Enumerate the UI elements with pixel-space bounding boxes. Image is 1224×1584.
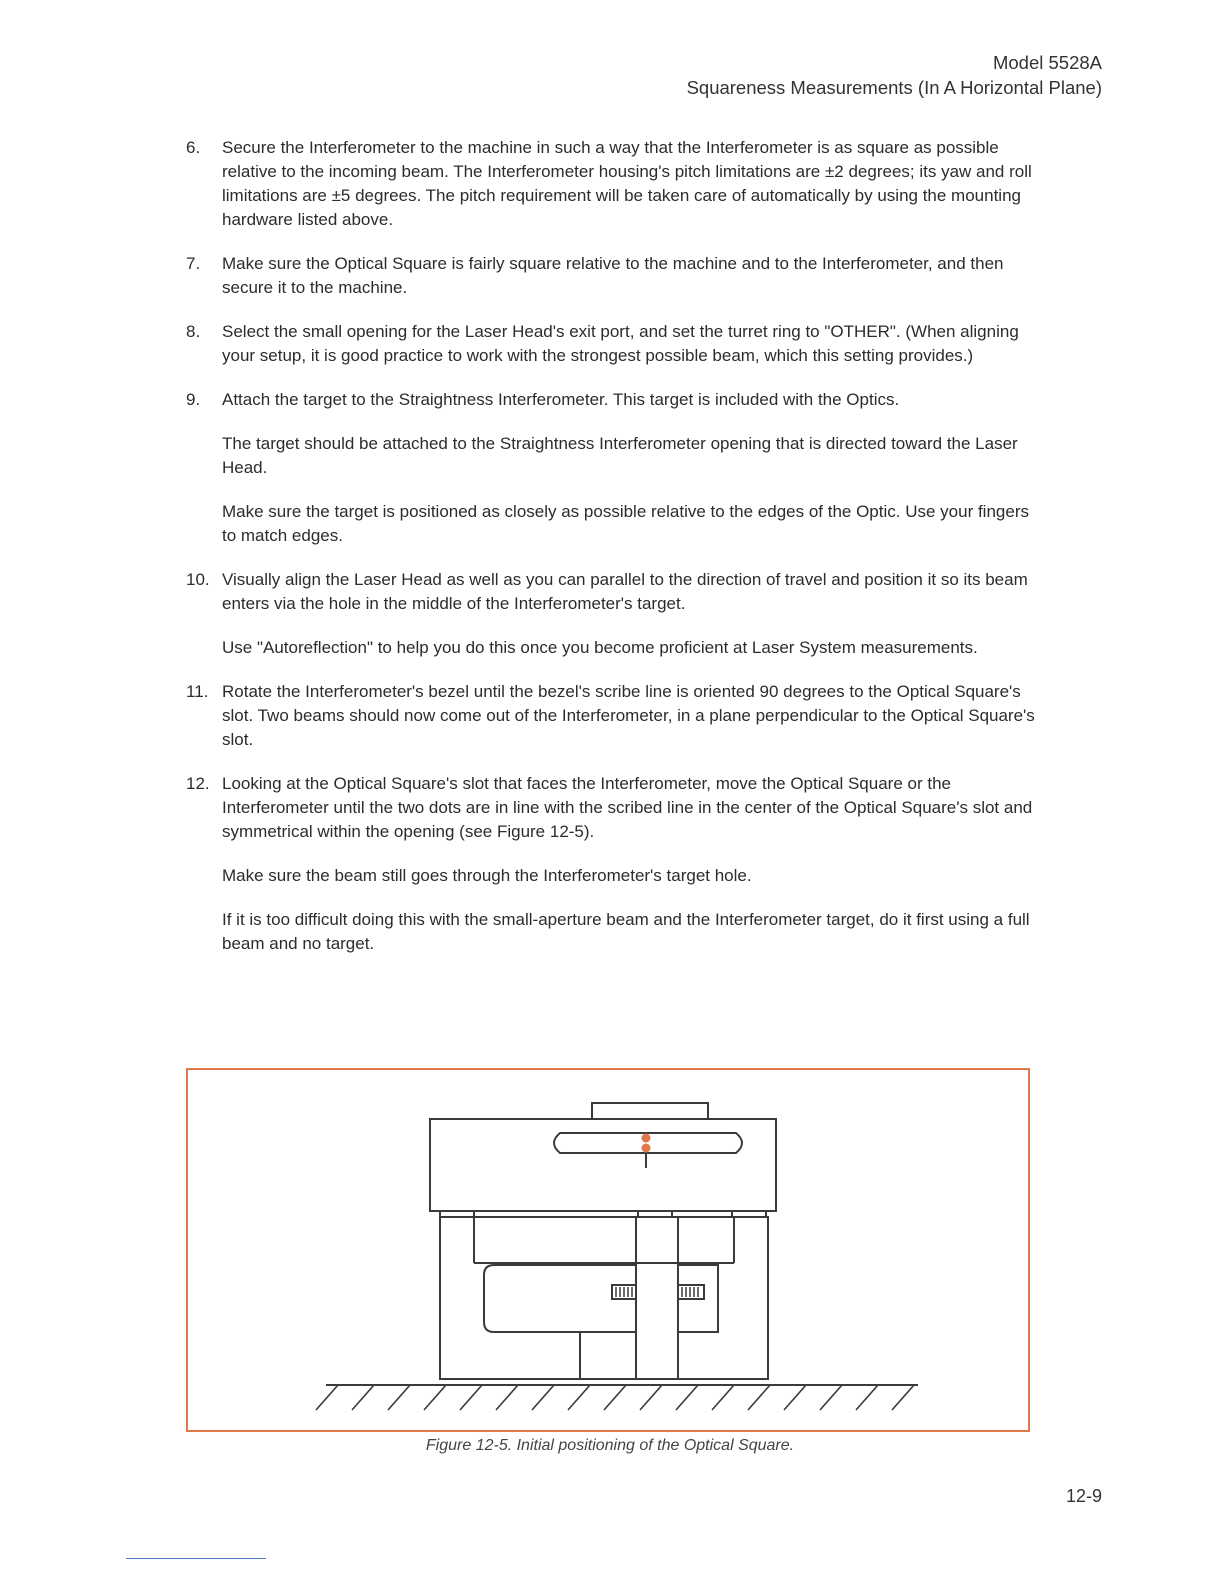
step-number: 12.: [186, 774, 210, 793]
step-paragraph: Looking at the Optical Square's slot that faces the Interferometer, move the Optical Square or the Interferometer until the two dots are in line with the scribed line in the center of the Optical Square's slot and symmetrical within the opening (see Figure 12-5).: [222, 774, 1033, 841]
step-paragraph: Rotate the Interferometer's bezel until the bezel's scribe line is oriented 90 degrees to the Optical Square's slot. Two beams should now come out of the Interferometer, in a plane perpendicular to the Optical Square's slot.: [222, 682, 1035, 749]
step-7: [186, 252, 1036, 300]
step-paragraph: Secure the Interferometer to the machine in such a way that the Interferometer is as square as possible relative to the incoming beam. The Interferometer housing's pitch limitations are ±2 degrees; its yaw and roll limitations are ±5 degrees. The pitch requirement will be taken care of automatically by using the mounting hardware listed above.: [222, 138, 1032, 229]
diagram-beam-dot: [642, 1144, 651, 1153]
diagram-top-tab: [592, 1103, 708, 1119]
step-paragraph: If it is too difficult doing this with the small-aperture beam and the Interferometer target, do it first using a full beam and no target.: [222, 910, 1030, 953]
step-number: 8.: [186, 322, 201, 341]
step-paragraph: Use "Autoreflection" to help you do this once you become proficient at Laser System measurements.: [222, 638, 978, 657]
header-model: Model 5528A: [992, 52, 1102, 73]
diagram-beam-dot: [642, 1134, 651, 1143]
step-paragraph: Attach the target to the Straightness Interferometer. This target is included with the Optics.: [222, 390, 900, 409]
step-10: [186, 568, 1036, 660]
step-8: [186, 320, 1036, 368]
step-9: [186, 388, 1036, 548]
diagram-center-column: [636, 1217, 678, 1379]
step-paragraph: Select the small opening for the Laser Head's exit port, and set the turret ring to "OTHER". (When aligning your setup, it is good practice to work with the strongest possible beam, which this setting provides.): [222, 322, 1019, 365]
header-section-title: Squareness Measurements (In A Horizontal Plane): [686, 77, 1102, 98]
figure-12-5-frame: [186, 1068, 1030, 1432]
step-paragraph: The target should be attached to the Straightness Interferometer opening that is directed toward the Laser Head.: [222, 434, 1018, 477]
step-paragraph: Make sure the beam still goes through the Interferometer's target hole.: [222, 866, 752, 885]
step-number: 6.: [186, 138, 201, 157]
page-header: [687, 50, 1102, 100]
step-number: 7.: [186, 254, 201, 273]
step-12: [186, 772, 1036, 956]
step-number: 10.: [186, 570, 210, 589]
step-number: 11.: [186, 682, 209, 701]
diagram-ground-hatching: [316, 1385, 914, 1410]
step-6: [186, 136, 1036, 232]
figure-caption: Figure 12-5. Initial positioning of the Optical Square.: [425, 1437, 795, 1454]
optical-square-diagram: [188, 1070, 1032, 1434]
footer-rule: [126, 1558, 266, 1559]
step-11: [186, 680, 1036, 752]
step-paragraph: Visually align the Laser Head as well as you can parallel to the direction of travel and position it so its beam enters via the hole in the middle of the Interferometer's target.: [222, 570, 1028, 613]
step-number: 9.: [186, 390, 201, 409]
page-number: 12-9: [1065, 1486, 1102, 1506]
step-paragraph: Make sure the target is positioned as closely as possible relative to the edges of the Optic. Use your fingers to match edges.: [222, 502, 1029, 545]
step-paragraph: Make sure the Optical Square is fairly square relative to the machine and to the Interferometer, and then secure it to the machine.: [222, 254, 1004, 297]
instruction-steps: [186, 136, 1036, 976]
